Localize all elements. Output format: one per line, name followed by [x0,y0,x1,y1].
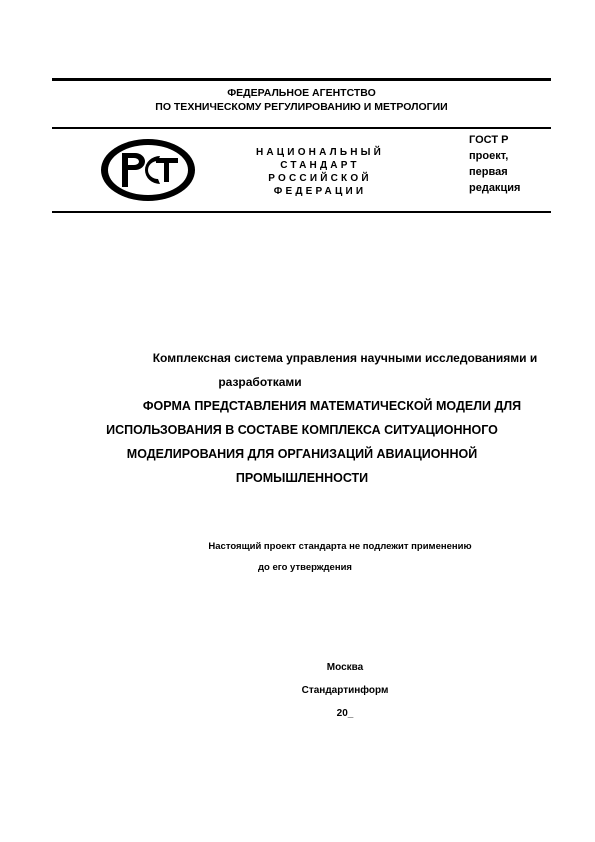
national-line-1: НАЦИОНАЛЬНЫЙ [255,147,385,158]
draft-notice [140,536,540,578]
imprint-publisher: Стандартинформ [301,685,389,696]
imprint-city: Москва [326,662,364,673]
top-rule [52,78,551,81]
agency-name [52,86,551,114]
title-line-3: МОДЕЛИРОВАНИЯ ДЛЯ ОРГАНИЗАЦИЙ АВИАЦИОННОЙ [126,447,478,461]
note-line-1: Настоящий проект стандарта не подлежит применению [208,541,472,552]
national-standard-block [230,146,410,198]
national-line-4: ФЕДЕРАЦИИ [273,186,367,197]
gost-line-1: ГОСТ Р [469,134,509,146]
title-line-1: ФОРМА ПРЕДСТАВЛЕНИЯ МАТЕМАТИЧЕСКОЙ МОДЕЛИ ДЛЯ [142,399,522,413]
imprint-block [245,656,445,725]
series-title-line-1: Комплексная система управления научными исследованиями и [152,351,538,365]
agency-line-1: ФЕДЕРАЛЬНОЕ АГЕНТСТВО [227,87,376,99]
rst-emblem-icon [98,136,198,204]
national-line-2: СТАНДАРТ [280,160,360,171]
title-line-4: ПРОМЫШЛЕННОСТИ [235,471,369,485]
imprint-year: 20_ [336,708,354,719]
header-rule [52,127,551,129]
document-title [52,394,595,490]
gost-line-4: редакция [469,182,521,194]
agency-line-2: ПО ТЕХНИЧЕСКОМУ РЕГУЛИРОВАНИЮ И МЕТРОЛОГИИ [155,101,448,113]
note-line-2: до его утверждения [258,562,352,573]
bottom-header-rule [52,211,551,213]
gost-line-2: проект, [469,150,509,162]
gost-designation [469,132,551,196]
rst-emblem-logo [98,136,198,204]
gost-line-3: первая [469,166,508,178]
title-line-2: ИСПОЛЬЗОВАНИЯ В СОСТАВЕ КОМПЛЕКСА СИТУАЦИОННОГО [106,423,498,437]
series-title-line-2: разработками [218,375,302,389]
national-line-3: РОССИЙСКОЙ [268,173,372,184]
